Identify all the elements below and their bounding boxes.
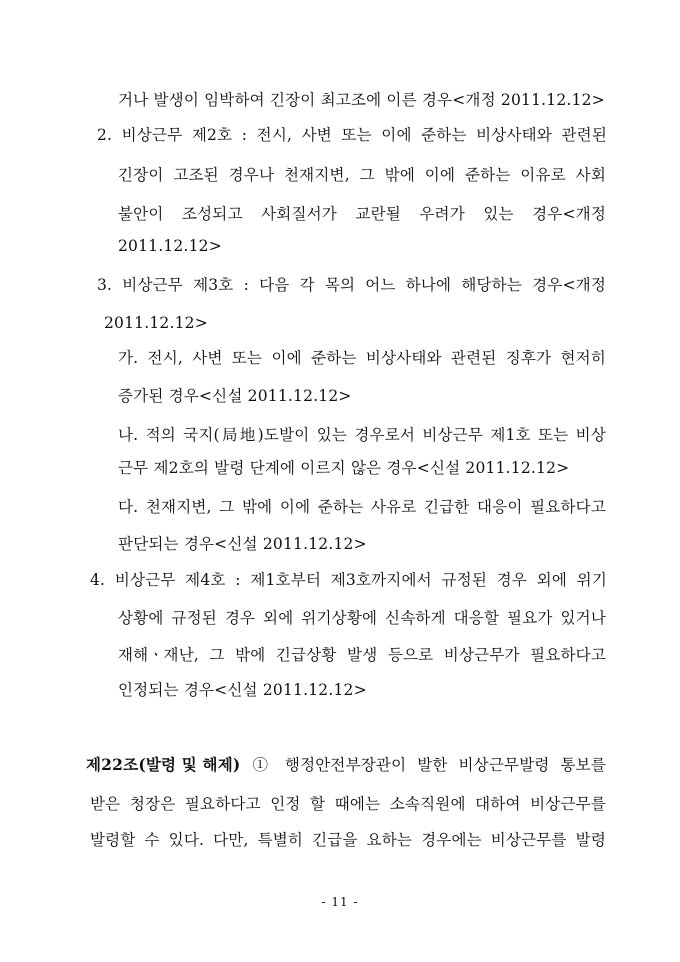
text-line-15: 상황에 규정된 경우 외에 위기상황에 신속하게 대응할 필요가 있거나 xyxy=(118,609,606,627)
page-number: - 11 - xyxy=(321,895,359,909)
text-line-9: 증가된 경우<신설 2011.12.12> xyxy=(118,387,352,405)
text-line-17: 인정되는 경우<신설 2011.12.12> xyxy=(118,681,367,699)
text-line-6: 3. 비상근무 제3호 : 다음 각 목의 어느 하나에 해당하는 경우<개정 xyxy=(97,276,606,294)
text-line-12: 다. 천재지변, 그 밖에 이에 준하는 사유로 긴급한 대응이 필요하다고 xyxy=(118,498,606,516)
article-line-3: 발령할 수 있다. 다만, 특별히 긴급을 요하는 경우에는 비상근무를 발령 xyxy=(90,831,606,849)
article-line-2: 받은 청장은 필요하다고 인정 할 때에는 소속직원에 대하여 비상근무를 xyxy=(90,795,606,813)
article-first-line xyxy=(86,755,606,775)
text-line-13: 판단되는 경우<신설 2011.12.12> xyxy=(118,535,367,553)
text-line-1: 거나 발생이 임박하여 긴장이 최고조에 이른 경우<개정 2011.12.12> xyxy=(118,91,605,109)
text-line-8: 가. 전시, 사변 또는 이에 준하는 비상사태와 관련된 징후가 현저히 xyxy=(118,349,606,367)
text-line-3: 긴장이 고조된 경우나 천재지변, 그 밖에 이에 준하는 이유로 사회 xyxy=(118,166,606,184)
text-line-16: 재해ㆍ재난, 그 밖에 긴급상황 발생 등으로 비상근무가 필요하다고 xyxy=(118,646,606,664)
text-line-10: 나. 적의 국지(局地)도발이 있는 경우로서 비상근무 제1호 또는 비상 xyxy=(118,426,606,444)
text-line-11: 근무 제2호의 발령 단계에 이르지 않은 경우<신설 2011.12.12> xyxy=(118,459,570,477)
text-line-14: 4. 비상근무 제4호 : 제1호부터 제3호까지에서 규정된 경우 외에 위기 xyxy=(90,571,607,589)
article-heading: 제22조(발령 및 해제) xyxy=(86,755,241,774)
text-line-4: 불안이 조성되고 사회질서가 교란될 우려가 있는 경우<개정 xyxy=(118,205,606,223)
article-first-line-text: ① 행정안전부장관이 발한 비상근무발령 통보를 xyxy=(252,756,606,774)
text-line-2: 2. 비상근무 제2호 : 전시, 사변 또는 이에 준하는 비상사태와 관련된 xyxy=(97,126,607,144)
text-line-7: 2011.12.12> xyxy=(104,314,208,332)
text-line-5: 2011.12.12> xyxy=(118,237,222,255)
